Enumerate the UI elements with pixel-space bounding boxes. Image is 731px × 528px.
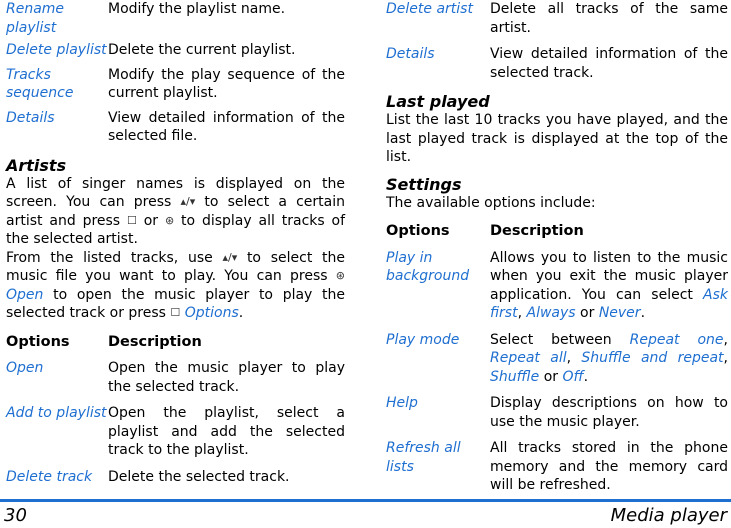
description: Delete the current playlist. xyxy=(108,42,296,58)
text: to select a certain artist and press xyxy=(6,194,346,229)
artists-paragraph-2 xyxy=(6,249,345,323)
left-column xyxy=(6,0,345,486)
section-heading-settings: Settings xyxy=(386,174,462,194)
table-row xyxy=(6,468,345,487)
option-add-to-playlist: Add to playlist xyxy=(6,405,107,421)
table-header xyxy=(6,333,345,352)
text: to open the music player to play the selected track or press xyxy=(6,286,345,321)
nav-updown-icon: ▴/▾ xyxy=(180,195,196,208)
text: A list of singer names is displayed on the screen. You can press xyxy=(6,175,345,210)
description: Open the music player to play the selected track. xyxy=(108,360,345,395)
header-options: Options xyxy=(386,223,450,239)
text: or xyxy=(580,305,595,321)
table-header xyxy=(386,222,728,241)
text: . xyxy=(238,305,244,321)
description: Delete the selected track. xyxy=(108,468,290,485)
section-heading-last-played: Last played xyxy=(386,92,490,111)
header-description: Description xyxy=(108,333,202,350)
table-row xyxy=(386,0,728,37)
option-delete-track: Delete track xyxy=(6,468,93,485)
always-term: Always xyxy=(526,305,576,321)
right-column xyxy=(386,0,728,495)
description: View detailed information of the selected file. xyxy=(108,109,345,144)
shuffle-and-repeat-term: Shuffle and repeat xyxy=(581,350,724,366)
table-row xyxy=(6,66,345,103)
option-rename-playlist: Rename playlist xyxy=(6,1,65,36)
ok-key-icon: ⊛ xyxy=(335,269,346,282)
repeat-one-term: Repeat one xyxy=(629,331,724,348)
artists-paragraph-1 xyxy=(6,175,345,249)
description: Modify the playlist name. xyxy=(108,1,286,17)
text: to select the music file you want to play. You can press xyxy=(6,249,345,284)
description: View detailed information of the selected track. xyxy=(490,46,728,81)
text: or xyxy=(143,212,159,229)
table-row xyxy=(386,394,728,431)
option-delete-artist: Delete artist xyxy=(386,1,473,17)
table-row xyxy=(386,331,728,387)
description: Delete all tracks of the same artist. xyxy=(490,1,728,36)
description: Display descriptions on how to use the music player. xyxy=(490,395,728,430)
section-heading-artists: Artists xyxy=(6,155,67,175)
text: or xyxy=(543,368,559,385)
description: All tracks stored in the phone memory and the memory card will be refreshed. xyxy=(490,440,728,493)
shuffle-term: Shuffle xyxy=(490,368,540,385)
option-delete-playlist: Delete playlist xyxy=(6,42,107,58)
text: . xyxy=(583,368,589,385)
description: Open the playlist, select a playlist and add the selected track to the playlist. xyxy=(108,405,345,458)
option-details: Details xyxy=(386,46,435,62)
options-term: Options xyxy=(184,305,239,321)
option-details: Details xyxy=(6,109,55,126)
last-played-text: List the last 10 tracks you have played, and the last played track is displayed at the top of the list. xyxy=(386,112,728,165)
table-row xyxy=(6,359,345,396)
header-options: Options xyxy=(6,333,70,350)
description: Allows you to listen to the music when you exit the music player application. You can select Ask first, Always or Never. xyxy=(490,249,729,321)
settings-text: The available options include: xyxy=(386,194,596,211)
never-term: Never xyxy=(598,305,641,321)
table-row xyxy=(6,41,345,60)
table-row xyxy=(386,45,728,82)
repeat-all-term: Repeat all xyxy=(490,350,567,366)
table-row xyxy=(6,109,345,146)
page-number: 30 xyxy=(4,505,27,526)
text: . xyxy=(640,305,646,321)
option-open: Open xyxy=(6,360,44,376)
header-description: Description xyxy=(490,223,584,239)
option-refresh-all-lists: Refresh all lists xyxy=(386,440,461,475)
off-term: Off xyxy=(562,368,584,385)
table-row xyxy=(6,0,345,37)
table-row xyxy=(386,439,728,495)
open-term: Open xyxy=(6,286,44,303)
text: From the listed tracks, use xyxy=(6,249,213,266)
text: Allows you to listen to the music when you exit the music player application. You can select xyxy=(490,249,728,303)
option-play-mode: Play mode xyxy=(386,331,460,348)
option-play-in-background: Play in background xyxy=(386,249,470,284)
chapter-title: Media player xyxy=(610,505,727,526)
description: Select between Repeat one, Repeat all, Shuffle and repeat, Shuffle or Off. xyxy=(490,331,728,385)
options-key-icon: ☐ xyxy=(170,306,181,319)
nav-updown-icon: ▴/▾ xyxy=(222,250,238,264)
text: Select between xyxy=(490,331,612,348)
ask-first-term: Ask first xyxy=(490,286,729,321)
description: Modify the play sequence of the current playlist. xyxy=(108,66,345,101)
options-key-icon: ☐ xyxy=(126,213,137,227)
option-help: Help xyxy=(386,395,418,411)
text: to display all tracks of the selected artist. xyxy=(6,212,346,247)
ok-key-icon: ⊛ xyxy=(164,213,175,227)
footer-divider xyxy=(0,499,731,502)
table-row xyxy=(386,249,728,323)
table-row xyxy=(6,404,345,460)
option-tracks-sequence: Tracks sequence xyxy=(6,66,74,101)
